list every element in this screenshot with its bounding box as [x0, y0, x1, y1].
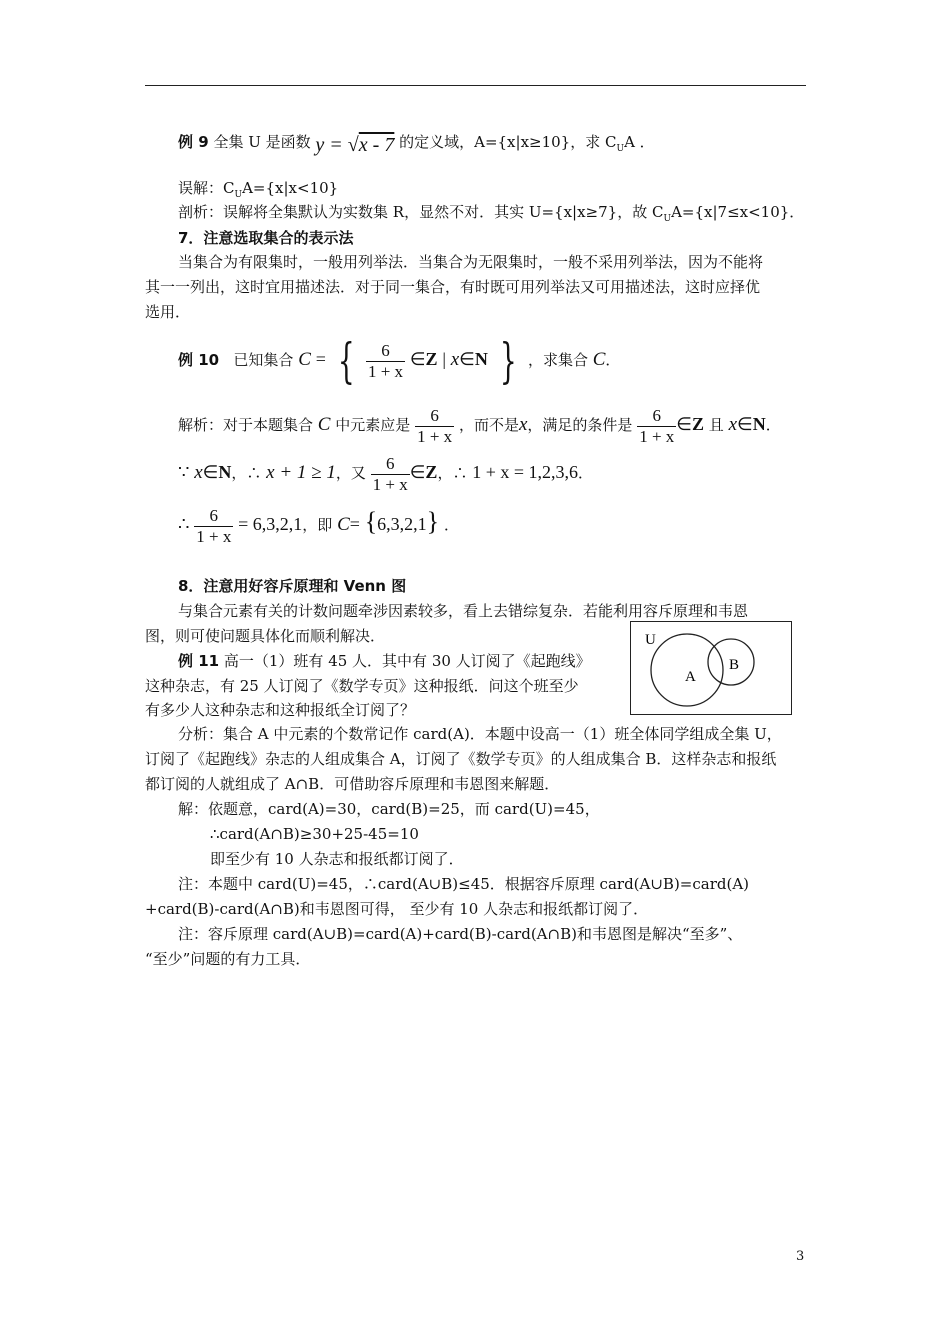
example-11-line-1: 例 11 高一（1）班有 45 人．其中有 30 人订阅了《起跑线》 [178, 652, 591, 670]
solution-11-line-2: ∴card(A∩B)≥30+25-45=10 [210, 825, 419, 843]
analysis-11-line-1: 分析：集合 A 中元素的个数常记作 card(A)．本题中设高一（1）班全体同学组成全集 U， [178, 725, 782, 743]
section-8-title: 8．注意用好容斥原理和 Venn 图 [178, 577, 407, 595]
solution-11-line-3: 即至少有 10 人杂志和报纸都订阅了． [210, 850, 464, 868]
fraction: $\frac{6}{1 + x}$ [367, 340, 404, 381]
note-2-line-2: “至少”问题的有力工具． [145, 950, 311, 968]
solution-10-line-3: ∴ $\frac{6}{1 + x}$ = 6,3,2,1，即 C= {6,3,2,1} ． [178, 505, 459, 546]
wrong-solution: 误解：$C_UA=\{x|x<10\}$ [178, 179, 339, 200]
universe-label: U [645, 632, 656, 648]
set-a-label: A [685, 669, 696, 685]
section-8-paragraph-line-1: 与集合元素有关的计数问题牵涉因素较多，看上去错综复杂．若能利用容斥原理和韦恩 [178, 602, 749, 620]
example-10-question: 例 10 已知集合 C = { $\frac{6}{1 + x}$ ∈Z | x∈N } ，求集合 C． [178, 333, 621, 389]
solution-11-line-1: 解：依题意，card(A)=30，card(B)=25，而 card(U)=45， [178, 800, 600, 818]
section-7-paragraph-line-1: 当集合为有限集时，一般用列举法．当集合为无限集时，一般不采用列举法，因为不能将 [178, 253, 764, 271]
section-7-paragraph-line-2: 其一一列出，这时宜用描述法．对于同一集合，有时既可用列举法又可用描述法，这时应择优 [145, 278, 761, 296]
note-2-line-1: 注：容斥原理 card(A∪B)=card(A)+card(B)-card(A∩B)和韦恩图是解决“至多”、 [178, 925, 743, 943]
section-8-paragraph-line-2: 图，则可使问题具体化而顺利解决． [145, 627, 386, 645]
solution-10-line-1: 解析：对于本题集合 C 中元素应是 $\frac{6}{1 + x}$ ，而不是x，满足的条件是 $\frac{6}{1 + x}$ ∈Z 且 x∈N． [178, 405, 781, 446]
page-number: 3 [796, 1249, 805, 1264]
right-brace: } [499, 333, 517, 389]
example-11-line-2: 这种杂志，有 25 人订阅了《数学专页》这种报纸．问这个班至少 [145, 677, 579, 695]
note-1-line-2: +card(B)-card(A∩B)和韦恩图可得， 至少有 10 人杂志和报纸都订阅了． [145, 900, 649, 918]
venn-svg [631, 622, 791, 714]
set-b-label: B [729, 657, 740, 673]
header-rule [145, 85, 806, 86]
analysis-11-line-2: 订阅了《起跑线》杂志的人组成集合 A，订阅了《数学专页》的人组成集合 B．这样杂志和报纸 [145, 750, 777, 768]
section-7-title: 7．注意选取集合的表示法 [178, 229, 354, 247]
analysis-9: 剖析：误解将全集默认为实数集 R，显然不对．其实 U={x|x≥7}，故 $C_UA=\{x|7\le x<10\}$． [178, 203, 805, 224]
analysis-11-line-3: 都订阅的人就组成了 A∩B．可借助容斥原理和韦恩图来解题． [145, 775, 560, 793]
example-11-line-3: 有多少人这种杂志和这种报纸全订阅了？ [145, 701, 416, 719]
function-formula: y = √x - 7 [315, 134, 395, 156]
left-brace: { [337, 333, 355, 389]
solution-10-line-2: ∵ x∈N，∴ x + 1 ≥ 1，又 $\frac{6}{1 + x}$ ∈Z，∴ 1 + x = 1,2,3,6． [178, 453, 594, 494]
example-9-question: 例 9 全集 U 是函数 y = √x - 7 的定义域，A={x|x≥10}，求 $C_UA$ ． [178, 133, 655, 156]
venn-diagram [630, 621, 792, 715]
note-1-line-1: 注：本题中 card(U)=45，∴card(A∪B)≤45．根据容斥原理 card(A∪B)=card(A) [178, 875, 750, 893]
section-7-paragraph-line-3: 选用． [145, 303, 191, 321]
